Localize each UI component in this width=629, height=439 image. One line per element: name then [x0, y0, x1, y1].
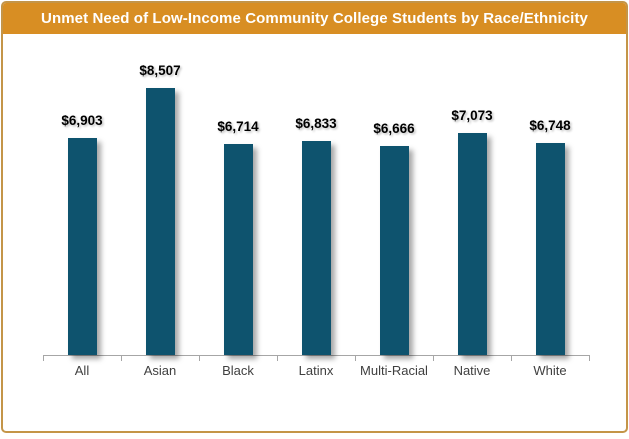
category-label: Native [453, 363, 491, 378]
x-axis-tick [121, 355, 122, 361]
data-label: $8,507 [139, 63, 181, 78]
x-axis-tick [355, 355, 356, 361]
data-label: $6,748 [529, 118, 571, 133]
data-label: $6,833 [295, 116, 337, 131]
x-axis-tick [589, 355, 590, 361]
x-axis-tick [199, 355, 200, 361]
category-label: White [533, 363, 567, 378]
x-axis-tick [43, 355, 44, 361]
data-label: $7,073 [451, 108, 493, 123]
chart-title: Unmet Need of Low-Income Community College Students by Race/Ethnicity [3, 3, 626, 34]
x-axis-tick [433, 355, 434, 361]
bar-latinx [302, 141, 331, 355]
bar-all [68, 138, 97, 355]
bar-white [536, 143, 565, 355]
bar-asian [146, 88, 175, 355]
category-label: All [74, 363, 90, 378]
category-label: Latinx [298, 363, 334, 378]
data-label: $6,903 [61, 113, 103, 128]
data-label: $6,714 [217, 119, 259, 134]
x-axis-tick [277, 355, 278, 361]
bar-black [224, 144, 253, 355]
x-axis-tick [511, 355, 512, 361]
x-axis-line [43, 355, 589, 356]
category-label: Asian [143, 363, 177, 378]
bar-native [458, 133, 487, 355]
category-label: Multi-Racial [360, 363, 428, 378]
chart-card [1, 1, 628, 433]
data-label: $6,666 [373, 121, 415, 136]
plot-area [3, 3, 626, 431]
bar-multi-racial [380, 146, 409, 355]
category-label: Black [222, 363, 254, 378]
